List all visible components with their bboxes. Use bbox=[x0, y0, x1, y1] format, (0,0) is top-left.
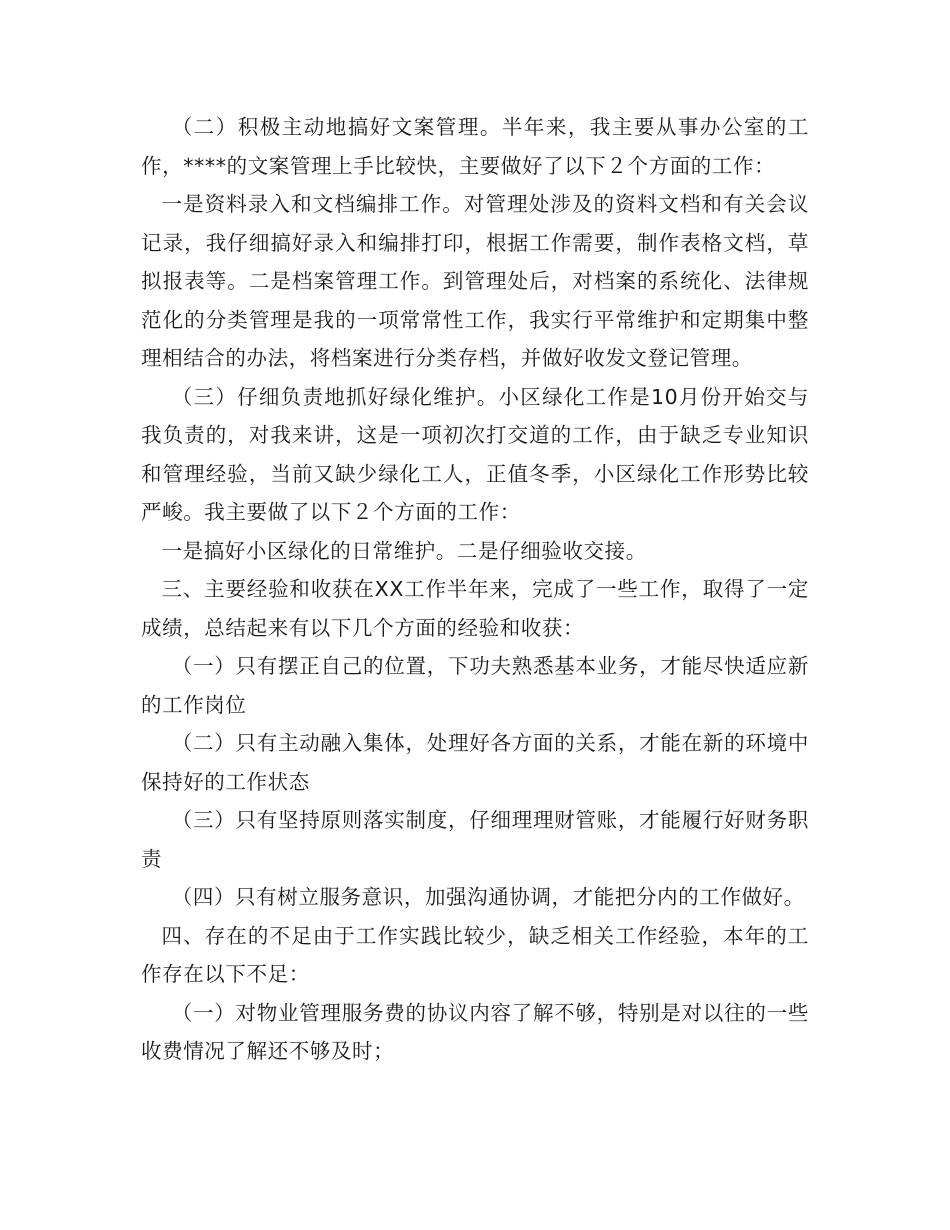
paragraph-experience-4: （四）只有树立服务意识，加强沟通协调，才能把分内的工作做好。 bbox=[171, 885, 805, 909]
paragraph-data-entry: 一是资料录入和文档编排工作。对管理处涉及的资料文档和有关会议记录，我仔细搞好录入和编排打印，根据工作需要，制作表格文档，草拟报表等。二是档案管理工作。到管理处后，对档案的系统化、法律规范化的分类管理是我的一项常常性工作，我实行平常维护和定期集中整理相结合的办法，将档案进行分类存档，并做好收发文登记管理。 bbox=[141, 192, 809, 370]
paragraph-experience-heading: 三、主要经验和收获在XX工作半年来，完成了一些工作，取得了一定成绩，总结起来有以下几个方面的经验和收获： bbox=[141, 577, 809, 640]
paragraph-experience-3: （三）只有坚持原则落实制度，仔细理理财管账，才能履行好财务职责 bbox=[141, 808, 809, 871]
paragraph-shortcoming-1: （一）对物业管理服务费的协议内容了解不够，特别是对以往的一些收费情况了解还不够及时； bbox=[141, 1000, 809, 1063]
document-body bbox=[141, 108, 809, 1071]
paragraph-section-2-heading: （二）积极主动地搞好文案管理。半年来，我主要从事办公室的工作，****的文案管理上手比较快，主要做好了以下２个方面的工作： bbox=[141, 115, 809, 178]
paragraph-shortcomings-heading: 四、存在的不足由于工作实践比较少，缺乏相关工作经验，本年的工作存在以下不足： bbox=[141, 923, 809, 986]
paragraph-section-3-heading: （三）仔细负责地抓好绿化维护。小区绿化工作是10月份开始交与我负责的，对我来讲，这是一项初次打交道的工作，由于缺乏专业知识和管理经验，当前又缺少绿化工人，正值冬季，小区绿化工作形势比较严峻。我主要做了以下２个方面的工作： bbox=[141, 384, 809, 524]
paragraph-greening-tasks: 一是搞好小区绿化的日常维护。二是仔细验收交接。 bbox=[161, 538, 647, 563]
paragraph-experience-1: （一）只有摆正自己的位置，下功夫熟悉基本业务，才能尽快适应新的工作岗位 bbox=[141, 654, 809, 717]
paragraph-experience-2: （二）只有主动融入集体，处理好各方面的关系，才能在新的环境中保持好的工作状态 bbox=[141, 731, 809, 794]
